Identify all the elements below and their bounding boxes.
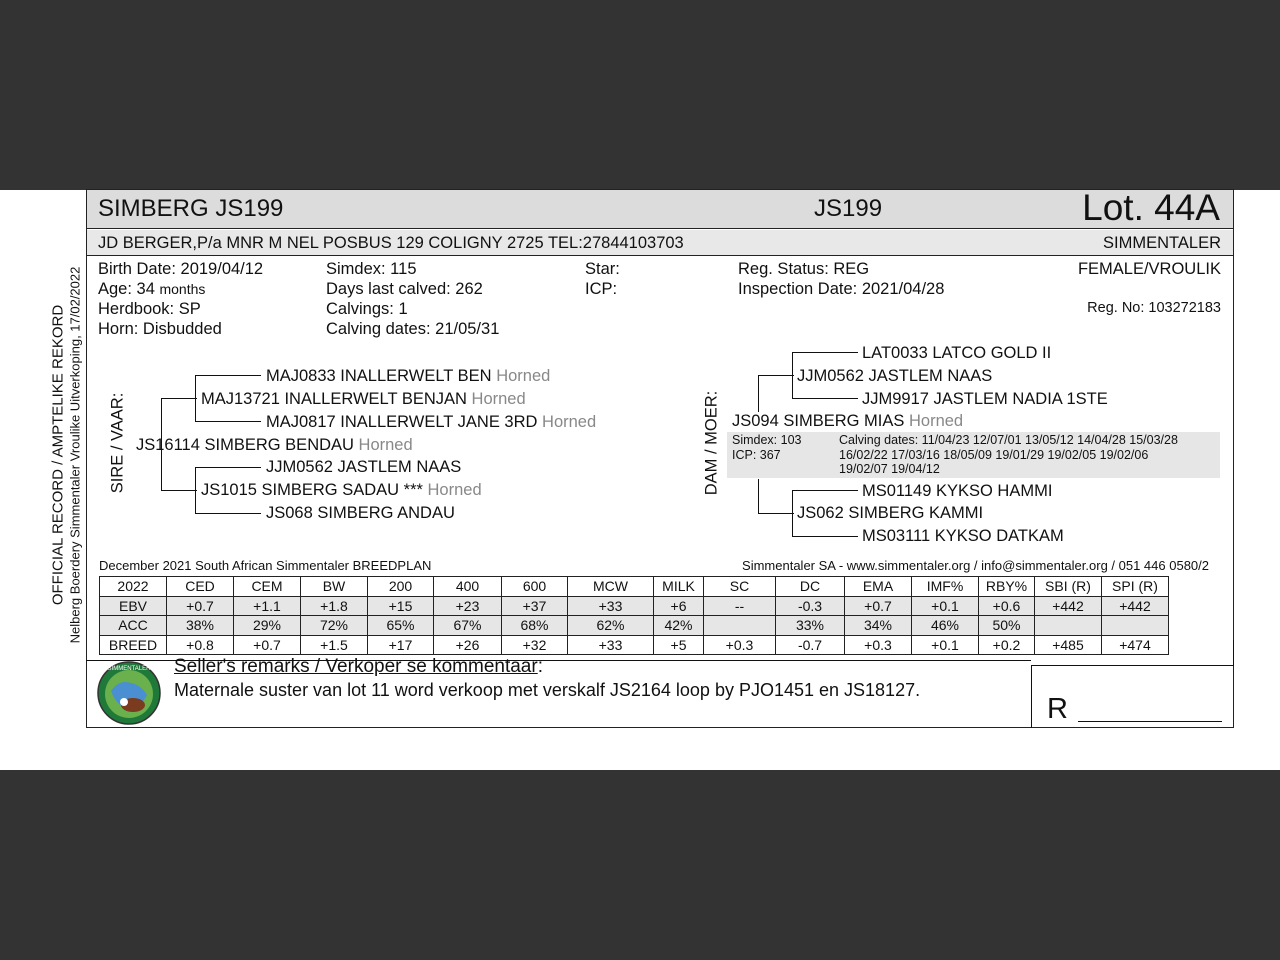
ebv-cell: BW: [301, 577, 368, 597]
ebv-cell: DC: [776, 577, 845, 597]
horn-note: Horned: [908, 412, 964, 430]
dam-dam-sire: MS01149 KYKSO HAMMI: [862, 482, 1053, 500]
ebv-cell: +17: [368, 635, 434, 655]
pedigree-name: JS094 SIMBERG MIAS: [732, 412, 905, 430]
ebv-cell: EBV: [100, 596, 167, 616]
ebv-cell: +0.7: [167, 596, 234, 616]
ebv-row: [100, 616, 1169, 636]
ebv-cell: +23: [434, 596, 502, 616]
ebv-cell: 42%: [654, 616, 704, 636]
ebv-cell: MILK: [654, 577, 704, 597]
ebv-cell: +33: [568, 596, 654, 616]
horn-note: Horned: [542, 413, 597, 431]
dam-sire: JJM0562 JASTLEM NAAS: [797, 367, 993, 385]
age: [98, 280, 205, 299]
sire-line: [195, 375, 196, 421]
sire-sire: [201, 390, 526, 409]
ebv-cell: --: [704, 596, 776, 616]
ebv-cell: RBY%: [979, 577, 1035, 597]
ebv-cell: SC: [704, 577, 776, 597]
breedplan-contact: Simmentaler SA - www.simmentaler.org / info@simmentaler.org / 051 446 0580/2: [742, 558, 1209, 573]
breeder-line: JD BERGER,P/a MNR M NEL POSBUS 129 COLIGNY 2725 TEL:27844103703: [98, 234, 684, 252]
dam-line: [758, 375, 794, 376]
dam-line: [792, 398, 858, 399]
pedigree-name: MAJ0817 INALLERWELT JANE 3RD: [266, 413, 538, 431]
dam-line: [792, 490, 858, 491]
age-unit: months: [159, 281, 206, 297]
horn-note: Horned: [496, 367, 551, 385]
dam-line: [758, 375, 759, 412]
ebv-cell: 62%: [568, 616, 654, 636]
result-label: R: [1047, 693, 1068, 725]
ebv-cell: +1.1: [234, 596, 301, 616]
ebv-cell: 2022: [100, 577, 167, 597]
star: Star:: [585, 260, 620, 278]
sire-dam-dam: JS068 SIMBERG ANDAU: [266, 504, 455, 522]
ebv-cell: SPI (R): [1102, 577, 1169, 597]
ebv-cell: ACC: [100, 616, 167, 636]
sire-sire-dam: [266, 413, 596, 432]
ebv-cell: +1.5: [301, 635, 368, 655]
remarks-divider: [1031, 665, 1032, 728]
sire-sire-sire: [266, 367, 550, 386]
ebv-cell: CED: [167, 577, 234, 597]
sire-line: [195, 467, 196, 513]
dam-dam-dam: MS03111 KYKSO DATKAM: [862, 527, 1064, 545]
herdbook: Herdbook: SP: [98, 300, 201, 318]
simdex: Simdex: 115: [326, 260, 417, 278]
sire-dam-sire: JJM0562 JASTLEM NAAS: [266, 458, 462, 476]
dam-calving-dates: Calving dates: 11/04/23 12/07/01 13/05/12 14/04/28 15/03/28: [839, 433, 1178, 447]
dam-simdex: Simdex: 103: [732, 433, 802, 447]
ebv-cell: +0.8: [167, 635, 234, 655]
result-line: [1078, 721, 1222, 722]
ebv-cell: +5: [654, 635, 704, 655]
pedigree-name: MAJ13721 INALLERWELT BENJAN: [201, 390, 467, 408]
dam-dam: JS062 SIMBERG KAMMI: [797, 504, 984, 522]
sex: FEMALE/VROULIK: [1077, 260, 1221, 278]
ebv-cell: EMA: [845, 577, 912, 597]
remarks-text: Maternale suster van lot 11 word verkoop met verskalf JS2164 loop by PJO1451 en JS18127.: [174, 680, 921, 700]
ebv-cell: +26: [434, 635, 502, 655]
ebv-cell: 50%: [979, 616, 1035, 636]
age-value: Age: 34: [98, 280, 155, 298]
ebv-cell: IMF%: [912, 577, 979, 597]
horn-note: Horned: [358, 436, 413, 454]
remarks-heading: [174, 656, 543, 678]
ebv-cell: +0.3: [845, 635, 912, 655]
ebv-cell: [1035, 616, 1102, 636]
reg-number: Reg. No: 103272183: [1087, 300, 1221, 316]
ebv-cell: SBI (R): [1035, 577, 1102, 597]
ebv-cell: +0.2: [979, 635, 1035, 655]
sire-dam: [201, 481, 482, 500]
sale-caption: Nelberg Boerdery Simmentaler Vroulike Uitverkoping, 17/02/2022: [67, 266, 83, 644]
remarks-divider: [1031, 665, 1234, 666]
ebv-cell: 68%: [502, 616, 568, 636]
simmentaler-logo: [97, 661, 161, 725]
ebv-row: [100, 596, 1169, 616]
ebv-cell: +0.1: [912, 596, 979, 616]
ebv-cell: 600: [502, 577, 568, 597]
remarks-title: Seller's remarks / Verkoper se kommentaar: [174, 656, 538, 677]
dam-label: DAM / MOER:: [702, 390, 721, 496]
dam-line: [792, 490, 793, 536]
ebv-cell: [1102, 616, 1169, 636]
dam-line: [792, 352, 793, 398]
breedplan-caption: December 2021 South African Simmentaler BREEDPLAN: [99, 558, 432, 573]
ebv-cell: 65%: [368, 616, 434, 636]
ebv-cell: +485: [1035, 635, 1102, 655]
official-record-label: OFFICIAL RECORD / AMPTELIKE REKORD: [49, 304, 67, 606]
pedigree-name: JS1015 SIMBERG SADAU ***: [201, 481, 423, 499]
ebv-cell: 200: [368, 577, 434, 597]
ebv-cell: +442: [1035, 596, 1102, 616]
sire-line: [195, 467, 261, 468]
sire-line: [161, 490, 197, 491]
lot-number: Lot. 44A: [1082, 187, 1220, 228]
ebv-cell: 72%: [301, 616, 368, 636]
days-last-calved: Days last calved: 262: [326, 280, 483, 298]
animal-id: JS199: [814, 195, 883, 222]
sire-line: [195, 513, 261, 514]
remarks-colon: :: [537, 656, 543, 677]
sire-label: SIRE / VAAR:: [108, 392, 127, 494]
horn-status: Horn: Disbudded: [98, 320, 222, 338]
dam-line: [758, 479, 759, 513]
calving-dates: Calving dates: 21/05/31: [326, 320, 500, 338]
dam: [732, 412, 963, 431]
sire-line: [195, 375, 261, 376]
ebv-cell: +37: [502, 596, 568, 616]
dam-sire-dam: JJM9917 JASTLEM NADIA 1STE: [862, 390, 1108, 408]
ebv-table: [99, 576, 1169, 655]
ebv-cell: +0.3: [704, 635, 776, 655]
ebv-cell: +6: [654, 596, 704, 616]
animal-name: SIMBERG JS199: [98, 195, 284, 222]
ebv-cell: -0.3: [776, 596, 845, 616]
icp: ICP:: [585, 280, 618, 298]
ebv-cell: 400: [434, 577, 502, 597]
ebv-cell: 46%: [912, 616, 979, 636]
ebv-cell: 67%: [434, 616, 502, 636]
sire-line: [161, 398, 197, 399]
ebv-cell: 38%: [167, 616, 234, 636]
ebv-cell: 29%: [234, 616, 301, 636]
logo-text: SIMMENTALER: [107, 666, 151, 672]
ebv-cell: +0.6: [979, 596, 1035, 616]
ebv-cell: CEM: [234, 577, 301, 597]
ebv-cell: +32: [502, 635, 568, 655]
ebv-cell: +15: [368, 596, 434, 616]
sire: [136, 436, 413, 455]
reg-status: Reg. Status: REG: [738, 260, 870, 278]
ebv-cell: [704, 616, 776, 636]
dam-calving-dates: 16/02/22 17/03/16 18/05/09 19/01/29 19/02/05 19/02/06: [839, 448, 1149, 462]
ebv-row: [100, 635, 1169, 655]
ebv-cell: +1.8: [301, 596, 368, 616]
calvings: Calvings: 1: [326, 300, 408, 318]
ebv-cell: BREED: [100, 635, 167, 655]
birth-date: Birth Date: 2019/04/12: [98, 260, 264, 278]
ebv-cell: +0.1: [912, 635, 979, 655]
ebv-cell: -0.7: [776, 635, 845, 655]
ebv-cell: +474: [1102, 635, 1169, 655]
remarks-divider: [1233, 640, 1234, 666]
ebv-cell: +442: [1102, 596, 1169, 616]
inspection-date: Inspection Date: 2021/04/28: [738, 280, 945, 298]
horn-note: Horned: [471, 390, 526, 408]
ebv-cell: MCW: [568, 577, 654, 597]
ebv-cell: +0.7: [234, 635, 301, 655]
ebv-cell: 33%: [776, 616, 845, 636]
ebv-cell: 34%: [845, 616, 912, 636]
dam-icp: ICP: 367: [732, 448, 781, 462]
dam-line: [792, 536, 858, 537]
pedigree-name: MAJ0833 INALLERWELT BEN: [266, 367, 492, 385]
ebv-cell: +33: [568, 635, 654, 655]
horn-note: Horned: [427, 481, 482, 499]
dam-line: [758, 513, 794, 514]
dam-sire-sire: LAT0033 LATCO GOLD II: [862, 344, 1052, 362]
pedigree-name: JS16114 SIMBERG BENDAU: [136, 436, 354, 454]
ebv-row: [100, 577, 1169, 597]
sire-line: [195, 421, 261, 422]
dam-line: [792, 352, 858, 353]
ebv-cell: +0.7: [845, 596, 912, 616]
breed-label: SIMMENTALER: [1103, 234, 1221, 252]
dam-calving-dates: 19/02/07 19/04/12: [839, 462, 940, 476]
